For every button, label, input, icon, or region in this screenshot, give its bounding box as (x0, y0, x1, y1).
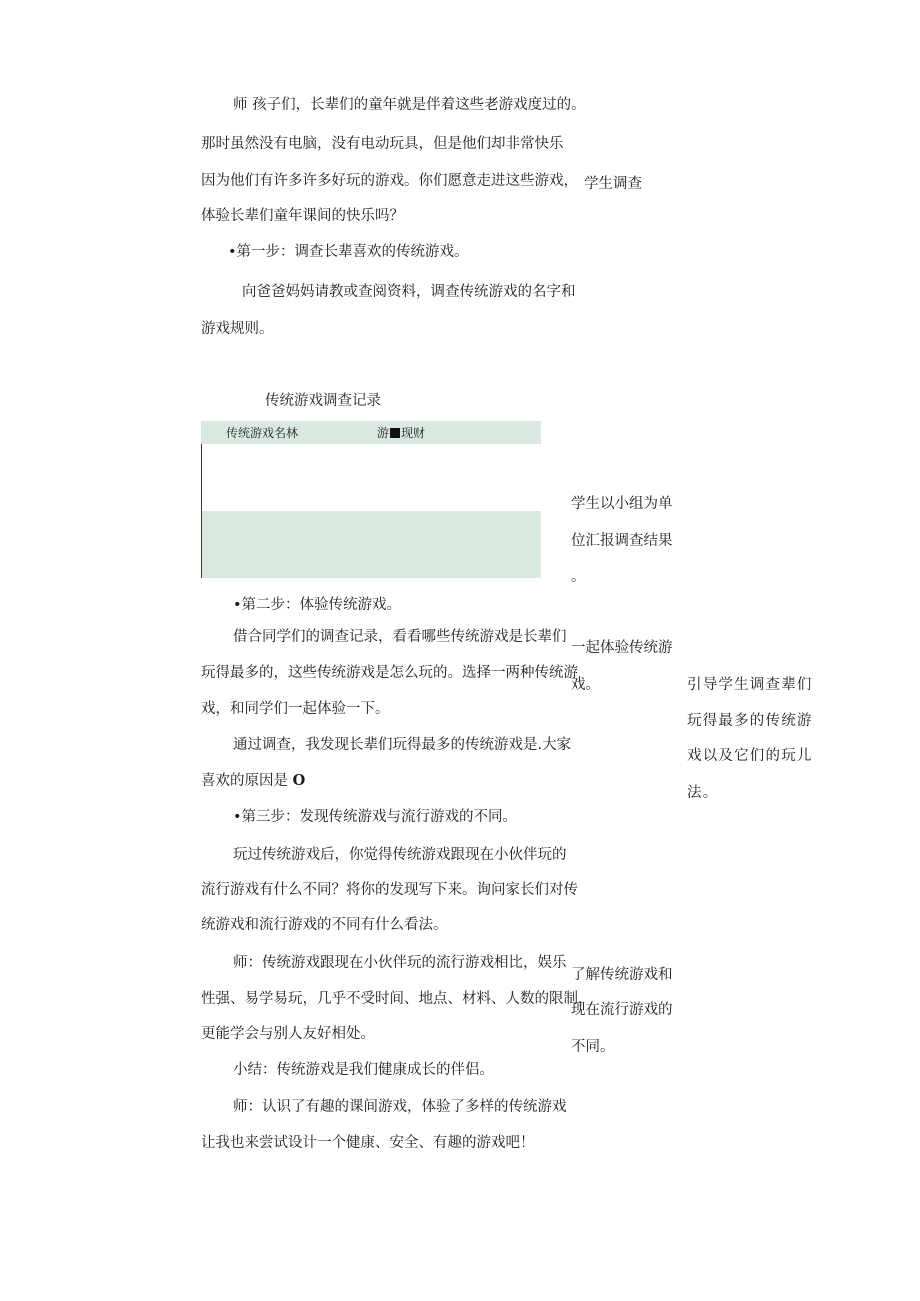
design-intent-line: 玩得最多的传统游 (687, 713, 813, 729)
student-activity-line: 了解传统游戏和 (571, 967, 673, 983)
step-1-heading: •第一步：调查长辈喜欢的传统游戏。 (228, 244, 469, 260)
col-game-rules-a: 游 (377, 426, 390, 440)
col-game-name: 传统游戏名林 (226, 426, 299, 440)
para-line: 体验长辈们童年课间的快乐吗？ (201, 208, 404, 224)
student-activity-line: 。 (571, 569, 586, 585)
para-line: 师 孩子们，长辈们的童年就是伴着这些老游戏度过的。 (233, 97, 586, 113)
step-2-heading: •第二步：体验传统游戏。 (233, 597, 402, 613)
para-line: 玩得最多的，这些传统游戏是怎么玩的。选择一两种传统游 (201, 665, 578, 681)
para-line: 玩过传统游戏后，你觉得传统游戏跟现在小伙伴玩的 (233, 847, 567, 863)
student-activity-survey: 学生调查 (584, 176, 642, 192)
summary-line: 小结：传统游戏是我们健康成长的伴侣。 (233, 1062, 494, 1078)
para-line: 游戏规则。 (201, 321, 274, 337)
survey-table-title: 传统游戏调查记录 (265, 393, 381, 409)
design-intent-line: 戏以及它们的玩儿 (687, 748, 813, 764)
survey-table-header (201, 421, 541, 444)
para-line: 统游戏和流行游戏的不同有什么看法。 (201, 917, 448, 933)
para-line: 因为他们有许多许多好玩的游戏。你们愿意走进这些游戏， (201, 173, 578, 189)
smudge-block (390, 428, 400, 438)
para-line: 戏，和同学们一起体验一下。 (201, 701, 390, 717)
para-line: 流行游戏有什么不同？将你的发现写下来。询问家长们对传 (201, 882, 578, 898)
design-intent-line: 法。 (687, 785, 719, 801)
student-activity-line: 位汇报调查结果 (571, 533, 673, 549)
col-game-rules-b: 现财 (401, 426, 426, 440)
para-line: 师：认识了有趣的课间游戏，体验了多样的传统游戏 (233, 1099, 567, 1115)
para-line: 更能学会与别人友好相处。 (201, 1026, 375, 1042)
para-line: 通过调查，我发现长辈们玩得最多的传统游戏是.大家 (233, 737, 572, 753)
student-activity-line: 不同。 (571, 1039, 615, 1055)
para-line: 借合同学们的调查记录，看看哪些传统游戏是长辈们 (233, 629, 567, 645)
para-text: 喜欢的原因是 (201, 773, 288, 789)
col-game-rules (377, 424, 425, 441)
design-intent-line: 引导学生调查辈们 (687, 677, 813, 693)
para-line: 让我也来尝试设计一个健康、安全、有趣的游戏吧！ (201, 1135, 535, 1151)
para-line: 师：传统游戏跟现在小伙伴玩的流行游戏相比，娱乐 (233, 955, 567, 971)
table-shaded-row (202, 511, 541, 578)
para-line (201, 771, 305, 791)
para-line: 性强、易学易玩，几乎不受时间、地点、材料、人数的限制， (201, 991, 593, 1007)
blank-mark: O (292, 772, 306, 789)
step-3-heading: •第三步：发现传统游戏与流行游戏的不同。 (233, 809, 518, 825)
student-activity-line: 一起体验传统游 (571, 640, 673, 656)
student-activity-line: 现在流行游戏的 (571, 1002, 673, 1018)
student-activity-line: 戏。 (571, 677, 600, 693)
survey-table (201, 421, 541, 578)
para-line: 向爸爸妈妈请教或查阅资料，调查传统游戏的名字和 (242, 284, 576, 300)
student-activity-line: 学生以小组为单 (571, 496, 673, 512)
para-line: 那时虽然没有电脑，没有电动玩具，但是他们却非常快乐 (201, 136, 564, 152)
